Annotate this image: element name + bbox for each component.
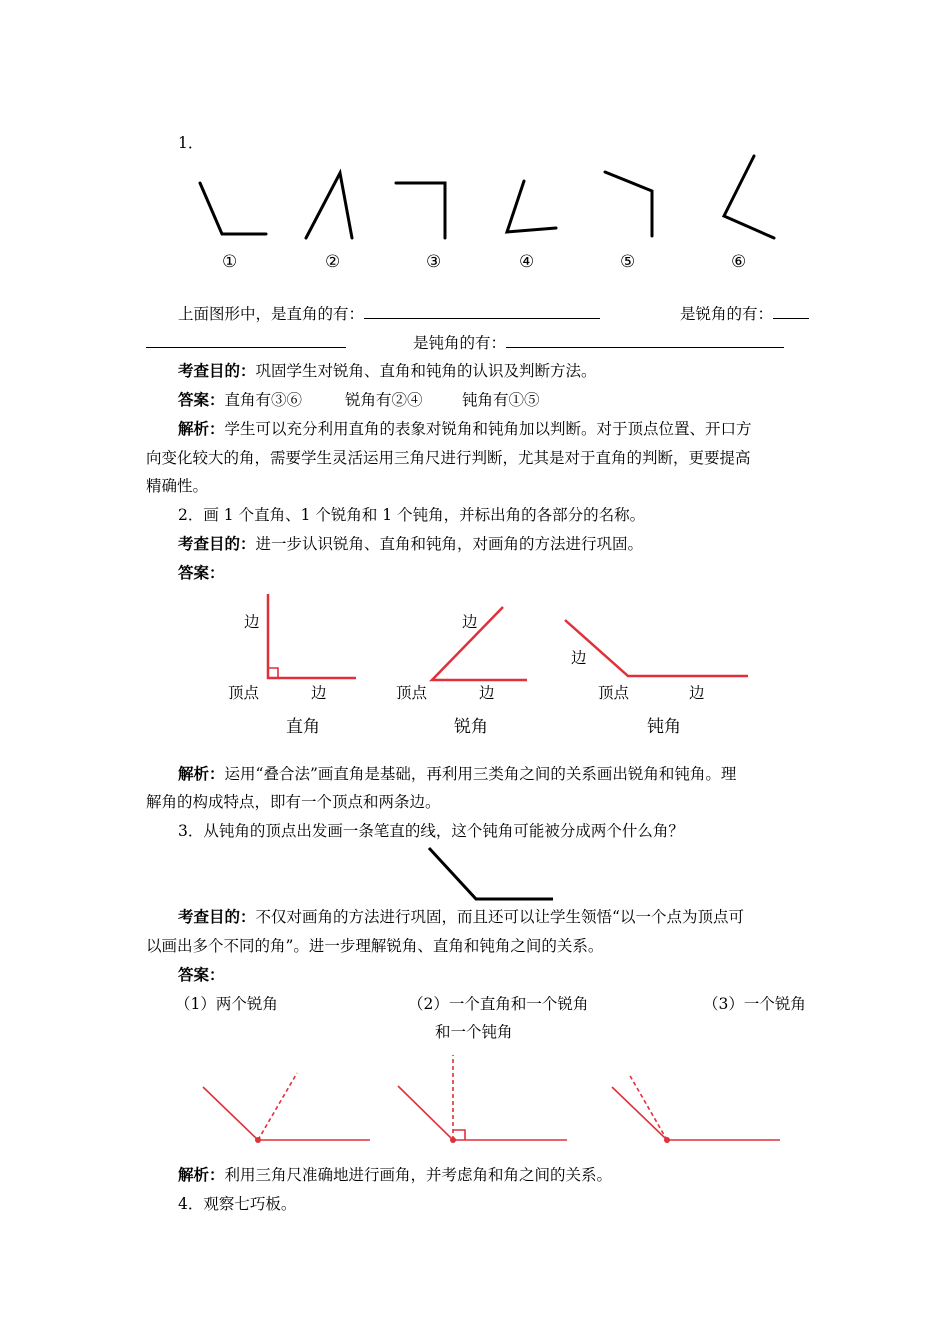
acute-vertex-label: 顶点 bbox=[396, 684, 428, 702]
prompt-right-text: 上面图形中，是直角的有： bbox=[178, 305, 365, 323]
figure-label-2: ② bbox=[325, 252, 341, 272]
obtuse-side-label-2: 边 bbox=[689, 684, 705, 702]
figure-label-5: ⑤ bbox=[620, 252, 636, 272]
q4-question: 4．观察七巧板。 bbox=[178, 1195, 297, 1213]
split-2-angle bbox=[398, 1086, 567, 1140]
q3-question: 3．从钝角的顶点出发画一条笔直的线，这个钝角可能被分成两个什么角？ bbox=[178, 822, 684, 840]
split-2-vertex-dot bbox=[450, 1137, 456, 1143]
q3-option-2: （2）一个直角和一个锐角 bbox=[408, 995, 589, 1013]
q2-question: 2．画 1 个直角、1 个锐角和 1 个钝角，并标出角的各部分的名称。 bbox=[178, 506, 646, 524]
q3-option-3: （3）一个锐角 bbox=[703, 995, 806, 1013]
obtuse-angle-caption: 钝角 bbox=[647, 717, 681, 737]
answer-obtuse: 钝角有①⑤ bbox=[462, 391, 540, 409]
analysis-label: 解析： bbox=[178, 764, 225, 783]
figure-label-4: ④ bbox=[519, 252, 535, 272]
analysis-line1: 运用“叠合法”画直角是基础，再利用三类角之间的关系画出锐角和钝角。理 bbox=[224, 765, 737, 783]
analysis-label: 解析： bbox=[178, 419, 225, 438]
analysis-line1: 学生可以充分利用直角的表象对锐角和钝角加以判断。对于顶点位置、开口方 bbox=[224, 420, 752, 438]
q1-analysis-line3: 精确性。 bbox=[146, 477, 209, 495]
answer-acute: 锐角有②④ bbox=[345, 391, 423, 409]
right-vertex-label: 顶点 bbox=[228, 684, 260, 702]
obtuse-vertex-label: 顶点 bbox=[598, 684, 630, 702]
split-3-vertex-dot bbox=[664, 1137, 670, 1143]
obtuse-side-label-1: 边 bbox=[571, 649, 587, 667]
purpose-line1: 不仅对画角的方法进行巩固，而且还可以让学生领悟“以一个点为顶点可 bbox=[255, 908, 744, 926]
acute-side-label-2: 边 bbox=[479, 684, 495, 702]
figure-label-6: ⑥ bbox=[731, 252, 747, 272]
q3-option-2-cont: 和一个钝角 bbox=[435, 1023, 513, 1041]
figure-label-1: ① bbox=[222, 252, 238, 272]
purpose-text: 进一步认识锐角、直角和钝角，对画角的方法进行巩固。 bbox=[255, 535, 644, 553]
answer-label: 答案： bbox=[178, 390, 225, 409]
split-3-angle bbox=[612, 1087, 780, 1140]
right-side-label-1: 边 bbox=[244, 613, 260, 631]
q2-analysis-line2: 解角的构成特点，即有一个顶点和两条边。 bbox=[146, 793, 441, 811]
acute-angle-caption: 锐角 bbox=[454, 717, 488, 737]
purpose-text: 巩固学生对锐角、直角和钝角的认识及判断方法。 bbox=[255, 362, 597, 380]
figure-label-3: ③ bbox=[426, 252, 442, 272]
q2-answer-label: 答案： bbox=[178, 563, 225, 582]
analysis-label: 解析： bbox=[178, 1165, 225, 1184]
q3-purpose-line2: 以画出多个不同的角”。进一步理解锐角、直角和钝角之间的关系。 bbox=[146, 937, 604, 955]
prompt-acute-text: 是锐角的有： bbox=[680, 305, 774, 323]
answer-right: 直角有③⑥ bbox=[224, 391, 303, 409]
q1-number: 1． bbox=[178, 134, 204, 152]
q3-analysis bbox=[178, 1165, 612, 1185]
q1-analysis-line2: 向变化较大的角，需要学生灵活运用三角尺进行判断，尤其是对于直角的判断，更要提高 bbox=[146, 449, 751, 467]
split-1-dashed-ray bbox=[258, 1073, 297, 1140]
purpose-label: 考查目的： bbox=[178, 534, 256, 553]
right-angle-caption: 直角 bbox=[286, 717, 320, 737]
split-1-vertex-dot bbox=[255, 1137, 261, 1143]
purpose-label: 考查目的： bbox=[178, 907, 256, 926]
acute-side-label-1: 边 bbox=[462, 613, 478, 631]
analysis-text: 利用三角尺准确地进行画角，并考虑角和角之间的关系。 bbox=[224, 1166, 613, 1184]
split-1-angle bbox=[203, 1087, 370, 1140]
prompt-obtuse-text: 是钝角的有： bbox=[413, 334, 507, 352]
split-3-dashed-ray bbox=[629, 1074, 667, 1140]
q3-option-1: （1）两个锐角 bbox=[175, 995, 278, 1013]
right-side-label-2: 边 bbox=[311, 684, 327, 702]
q3-answer-label: 答案： bbox=[178, 965, 225, 984]
purpose-label: 考查目的： bbox=[178, 361, 256, 380]
